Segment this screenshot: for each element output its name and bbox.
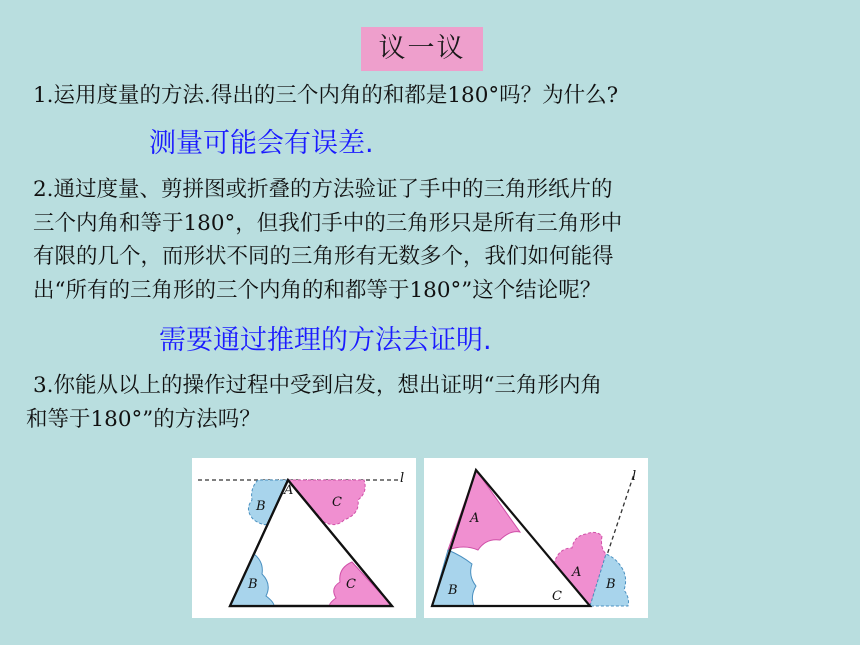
label-b-left: B xyxy=(448,583,458,598)
section-title: 议一议 xyxy=(361,27,483,71)
label-c-bottom: C xyxy=(346,577,356,592)
question-1: 1.运用度量的方法.得出的三个内角的和都是180°吗？为什么? xyxy=(33,83,619,108)
label-b-bottom: B xyxy=(248,577,258,592)
question-2-line: 2.通过度量、剪拼图或折叠的方法验证了手中的三角形纸片的 xyxy=(33,177,613,202)
question-2-line: 三个内角和等于180°，但我们手中的三角形只是所有三角形中 xyxy=(33,211,623,236)
figure-2 xyxy=(424,458,648,618)
label-a-top: A xyxy=(284,483,294,498)
label-a-right: A xyxy=(572,565,582,580)
label-a-left: A xyxy=(470,511,480,526)
answer-1: 测量可能会有误差. xyxy=(149,128,374,159)
label-b-right: B xyxy=(606,577,616,592)
question-2-line: 有限的几个，而形状不同的三角形有无数多个，我们如何能得 xyxy=(33,244,614,269)
figure-1 xyxy=(192,458,416,618)
question-2-line: 出“所有的三角形的三个内角的和都等于180°”这个结论呢？ xyxy=(33,278,602,303)
label-line-l: l xyxy=(400,471,405,486)
label-c-top: C xyxy=(332,495,342,510)
question-3-line: 3.你能从以上的操作过程中受到启发，想出证明“三角形内角 xyxy=(33,373,603,398)
label-c: C xyxy=(552,589,562,604)
label-line-l: l xyxy=(632,469,637,484)
answer-2: 需要通过推理的方法去证明. xyxy=(159,325,492,356)
question-3-line: 和等于180°”的方法吗？ xyxy=(26,407,261,432)
label-b-top: B xyxy=(256,499,266,514)
